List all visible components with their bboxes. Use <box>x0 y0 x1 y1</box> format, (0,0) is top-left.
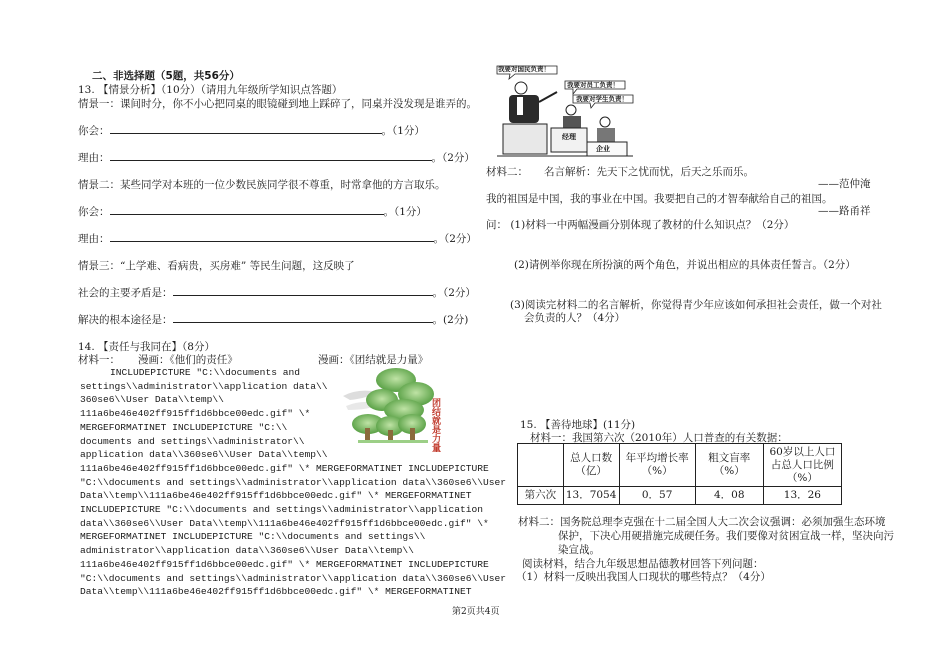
points-note: 。（1分） <box>383 206 427 218</box>
comic-1-title: 漫画：《他们的责任》 <box>138 354 238 366</box>
table-cell: 0．57 <box>619 487 695 505</box>
q15-material-2-line-2: 保护，下决心用硬措施完成硬任务。我们要像对贫困宣战一样，坚决向污 <box>558 530 894 542</box>
field-code-line: settings\\administrator\\application data\\ <box>80 380 328 392</box>
contradiction-prompt: 社会的主要矛盾是： <box>78 287 173 299</box>
table-cell: 13．26 <box>763 487 841 505</box>
field-code-line: Data\\temp\\111a6be46e402ff915ff1d6bbce00edc.gif" \* MERGEFORMATINET <box>80 490 472 502</box>
field-code-line: administrator\\application data\\360se6\\User Data\\temp\\ <box>80 545 414 557</box>
q13-s2-reason-row <box>78 231 477 246</box>
quote-author-2: ——路甬祥 <box>818 205 871 217</box>
field-code-line: INCLUDEPICTURE "C:\\documents and settings\\administrator\\application <box>80 504 484 516</box>
q13-scenario-3: 情景三：“上学难、看病贵，买房难” 等民生问题，这反映了 <box>78 260 355 272</box>
points-note: 。（1分） <box>381 125 425 137</box>
answer-prompt: 你会： <box>78 125 110 137</box>
table-row <box>518 487 842 505</box>
cartoon-sign-1: 经理 <box>562 132 576 141</box>
census-table <box>517 443 842 505</box>
answer-blank[interactable] <box>173 312 433 323</box>
q14-ask-1: 问： (1)材料一中两幅漫画分别体现了教材的什么知识点？（2分） <box>486 219 795 231</box>
reason-prompt: 理由： <box>78 152 110 164</box>
q14-material-1-label: 材料一： <box>78 354 120 366</box>
quote-author-1: ——范仲淹 <box>818 178 871 190</box>
table-header-cell <box>518 444 564 487</box>
field-code-line: 111a6be46e402ff915ff1d6bbce00edc.gif" \* MERGEFORMATINET INCLUDEPICTURE <box>80 558 489 570</box>
cartoon-bubble-2: 我要对员工负责！ <box>567 81 619 89</box>
field-code-line: application data\\360se6\\User Data\\temp\\ <box>80 449 328 461</box>
q13-s3-contradiction-row <box>78 285 476 300</box>
table-header-cell: 年平均增长率（%） <box>619 444 695 487</box>
table-header-cell: 粗文盲率（%） <box>695 444 763 487</box>
q13-scenario-1: 情景一：课间时分，你不小心把同桌的眼镜碰到地上踩碎了，同桌并没发现是谁弄的。 <box>78 98 477 110</box>
table-cell: 第六次 <box>518 487 564 505</box>
q13-s1-answer-row <box>78 123 425 138</box>
field-code-line: 111a6be46e402ff915ff1d6bbce00edc.gif" \* MERGEFORMATINET INCLUDEPICTURE <box>80 462 489 474</box>
q15-material-1: 材料一：我国第六次（2010年）人口普查的有关数据： <box>530 432 788 444</box>
q13-s2-answer-row <box>78 204 427 219</box>
reason-prompt: 理由： <box>78 233 110 245</box>
q14-ask-2: (2)请例举你现在所扮演的两个角色，并说出相应的具体责任誓言。（2分） <box>514 259 856 271</box>
field-code-line: Data\\temp\\111a6be46e402ff915ff1d6bbce00edc.gif" \* MERGEFORMATINET <box>80 586 472 598</box>
q15-material-2-line-3: 染宣战。 <box>558 544 600 556</box>
q13-heading: 13. 【情景分析】（10分）（请用九年级所学知识点答题） <box>78 84 343 96</box>
cartoon-bubble-1: 我要对国民负责！ <box>498 65 550 73</box>
answer-blank[interactable] <box>110 150 432 161</box>
q14-heading: 14. 【责任与我同在】（8分） <box>78 341 215 353</box>
q14-material-2-label: 材料二： <box>486 166 528 178</box>
quote-2: 我的祖国是中国，我的事业在中国。我要把自己的才智奉献给自己的祖国。 <box>486 193 833 205</box>
field-code-line: "C:\\documents and settings\\administrator\\application data\\360se6\\User <box>80 572 507 584</box>
page-footer: 第2页共4页 <box>452 607 500 617</box>
points-note: 。(2分) <box>432 314 469 326</box>
q15-material-2-line-1: 材料二：国务院总理李克强在十二届全国人大二次会议强调：必须加强生态环境 <box>518 516 886 528</box>
field-code-line: MERGEFORMATINET INCLUDEPICTURE "C:\\documents and settings\\ <box>80 531 426 543</box>
field-code-line: 360se6\\User Data\\temp\\ <box>80 394 224 406</box>
q14-ask-3-line-1: (3)阅读完材料二的名言解析，你觉得青少年应该如何承担社会责任，做一个对社 <box>510 299 882 311</box>
answer-blank[interactable] <box>173 285 433 296</box>
tree-caption: 团结就是力量 <box>432 399 442 454</box>
table-header-cell: 60岁以上人口占总人口比例（%） <box>763 444 841 487</box>
table-header-row <box>518 444 842 487</box>
points-note: 。（2分） <box>431 152 475 164</box>
table-cell: 4．08 <box>695 487 763 505</box>
answer-blank[interactable] <box>110 204 384 215</box>
table-cell: 13．7054 <box>563 487 619 505</box>
field-code-line: MERGEFORMATINET INCLUDEPICTURE "C:\\ <box>80 421 288 433</box>
field-code-line: "C:\\documents and settings\\administrator\\application data\\360se6\\User <box>80 476 507 488</box>
q15-heading: 15. 【善待地球】(11分) <box>520 419 636 431</box>
cartoon-bubble-3: 我要对学生负责！ <box>576 95 628 103</box>
cartoon-sign-2: 企业 <box>596 144 610 153</box>
q15-read-instruction: 阅读材料，结合九年级思想品德教材回答下列问题： <box>522 558 764 570</box>
solution-prompt: 解决的根本途径是： <box>78 314 173 326</box>
points-note: 。（2分） <box>432 287 476 299</box>
q13-scenario-2: 情景二：某些同学对本班的一位少数民族同学很不尊重，时常拿他的方言取乐。 <box>78 179 446 191</box>
answer-blank[interactable] <box>110 123 382 134</box>
answer-prompt: 你会： <box>78 206 110 218</box>
table-header-cell: 总人口数（亿） <box>563 444 619 487</box>
field-code-line: documents and settings\\administrator\\ <box>80 435 305 447</box>
q13-s3-solution-row <box>78 312 468 327</box>
comic-2-title: 漫画：《团结就是力量》 <box>318 354 429 366</box>
q14-material-2-text: 名言解析：先天下之忧而忧，后天之乐而乐。 <box>544 166 754 178</box>
answer-blank[interactable] <box>110 231 434 242</box>
field-code-line: data\\360se6\\User Data\\temp\\111a6be46e402ff915ff1d6bbce00edc.gif" \* <box>80 517 489 529</box>
responsibility-cartoon <box>495 64 635 164</box>
field-code-line: 111a6be46e402ff915ff1d6bbce00edc.gif" \* <box>80 408 311 420</box>
q15-ask-1: （1）材料一反映出我国人口现状的哪些特点？（4分） <box>516 571 771 583</box>
section-title: 二、非选择题（5题，共56分） <box>92 70 240 82</box>
field-code-line: INCLUDEPICTURE "C:\\documents and <box>110 367 300 378</box>
q13-s1-reason-row <box>78 150 475 165</box>
q14-ask-3-line-2: 会负责的人？（4分） <box>524 312 626 324</box>
points-note: 。（2分） <box>433 233 477 245</box>
